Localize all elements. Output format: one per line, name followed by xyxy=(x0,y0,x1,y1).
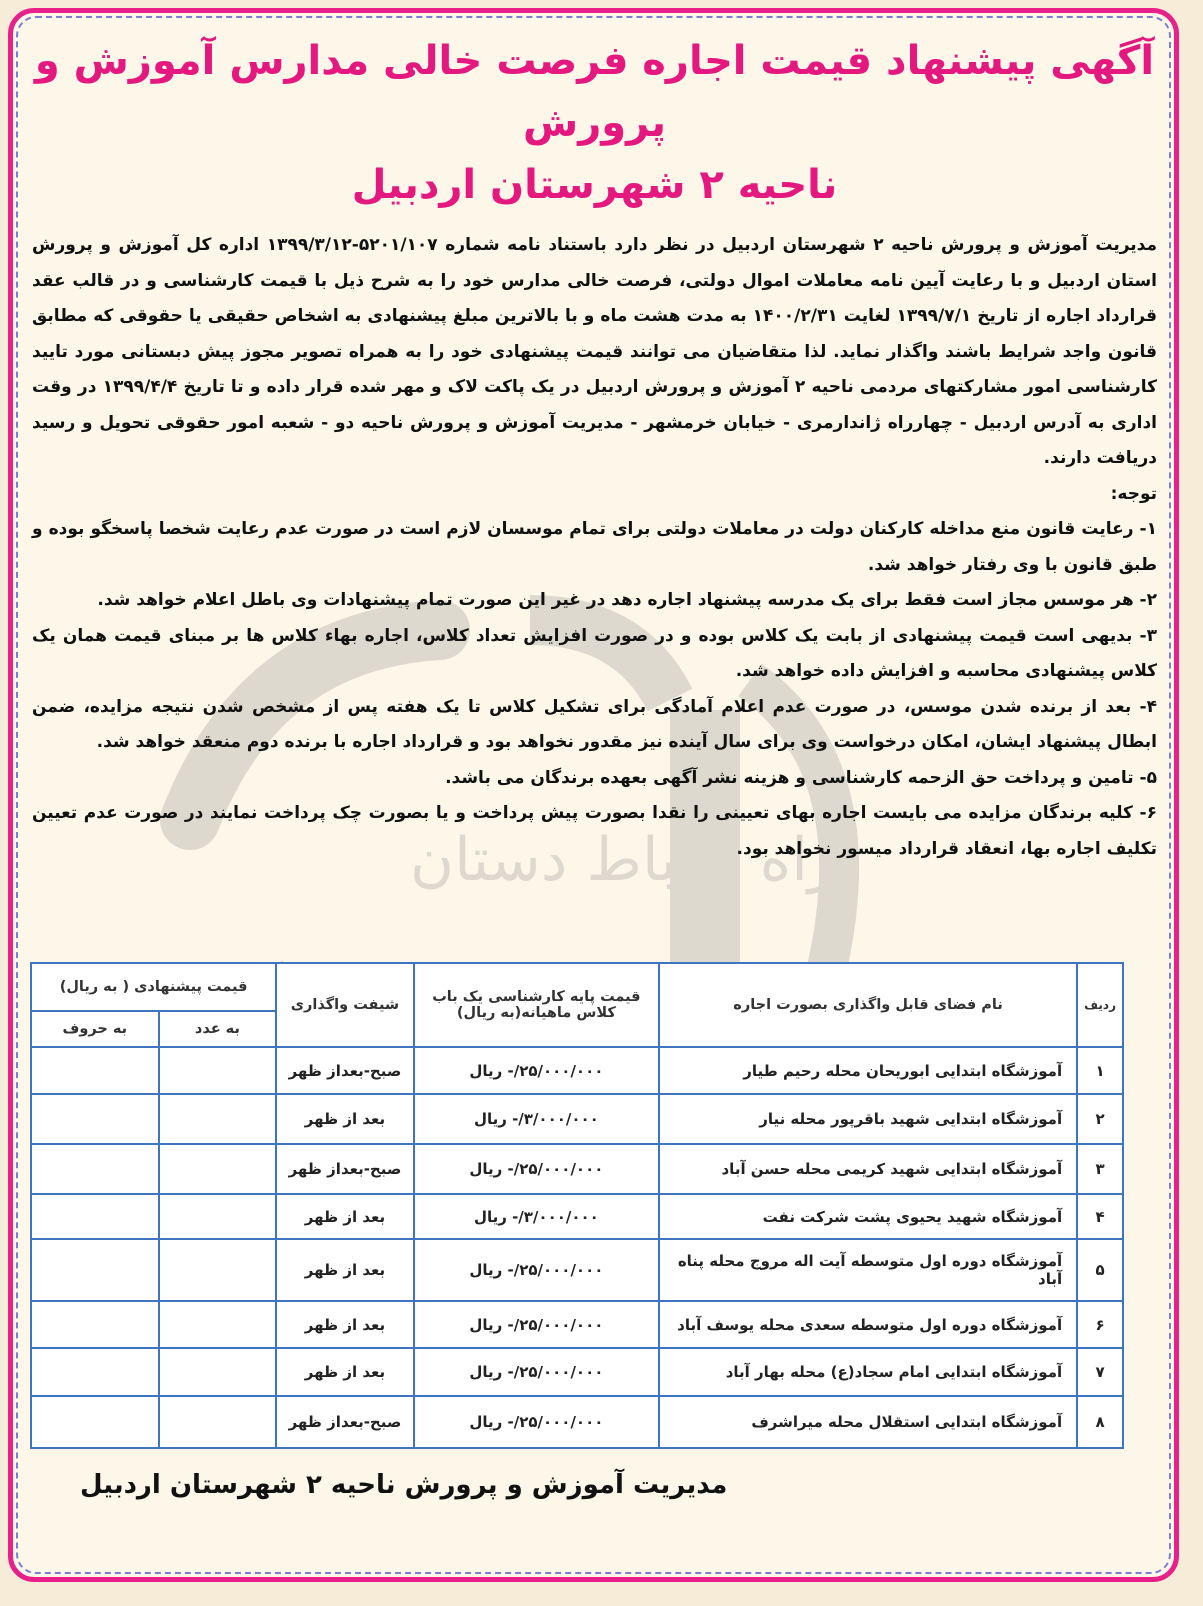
row-number: ۴ xyxy=(1077,1194,1123,1239)
space-name: آموزشگاه ابتدایی شهید باقرپور محله نیار xyxy=(659,1094,1077,1144)
base-price: ۲۵/۰۰۰/۰۰۰/- ریال xyxy=(414,1301,659,1348)
offer-words-cell[interactable] xyxy=(31,1396,159,1448)
table-row xyxy=(31,1094,1123,1144)
base-price: ۲۵/۰۰۰/۰۰۰/- ریال xyxy=(414,1047,659,1094)
offer-words-cell[interactable] xyxy=(31,1348,159,1396)
table-row xyxy=(31,1301,1123,1348)
row-number: ۵ xyxy=(1077,1239,1123,1301)
note-item: ۳- بدیهی است قیمت پیشنهادی از بابت یک کلاس بوده و در صورت افزایش تعداد کلاس، اجاره بهاء کلاس ها بر مبنای قیمت همان یک کلاس پیشنهادی محاسبه و افزایش داده خواهد شد. xyxy=(32,625,1157,681)
table-row xyxy=(31,1144,1123,1194)
note-item: ۲- هر موسس مجاز است فقط برای یک مدرسه پیشنهاد اجاره دهد در غیر این صورت تمام پیشنهادات وی باطل اعلام خواهد شد. xyxy=(97,590,1157,610)
offer-words-cell[interactable] xyxy=(31,1301,159,1348)
ad-body xyxy=(32,228,1157,867)
schools-table xyxy=(30,962,1124,1449)
shift: صبح-بعداز ظهر xyxy=(276,1144,414,1194)
title-line-1: آگهی پیشنهاد قیمت اجاره فرصت خالی مدارس آموزش و پرورش xyxy=(34,38,1155,146)
row-number: ۷ xyxy=(1077,1348,1123,1396)
row-number: ۱ xyxy=(1077,1047,1123,1094)
shift: بعد از ظهر xyxy=(276,1301,414,1348)
shift: صبح-بعداز ظهر xyxy=(276,1047,414,1094)
table-row xyxy=(31,1348,1123,1396)
space-name: آموزشگاه ابتدایی استقلال محله میراشرف xyxy=(659,1396,1077,1448)
base-price: ۲۵/۰۰۰/۰۰۰/- ریال xyxy=(414,1239,659,1301)
notes-title: توجه: xyxy=(1110,483,1157,504)
offer-number-cell[interactable] xyxy=(159,1239,277,1301)
intro-paragraph: مدیریت آموزش و پرورش ناحیه ۲ شهرستان اردبیل در نظر دارد باستناد نامه شماره ۵۲۰۱/۱۰۷-۱۳۹۹/۳/۱۲ اداره کل آموزش و پرورش استان اردبیل و با رعایت آیین نامه معاملات اموال دولتی، فرصت خالی مدارس خود را به شرح ذیل با قیمت کارشناسی و در قالب عقد قرارداد اجاره از تاریخ ۱۳۹۹/۷/۱ لغایت ۱۴۰۰/۲/۳۱ به مدت هشت ماه و با بالاترین مبلغ پیشنهادی به اشخاص حقیقی یا حقوقی که مطابق قانون واجد شرایط باشند واگذار نماید. لذا متقاضیان می توانند قیمت پیشنهادی خود را به همراه تصویر مجوز پیش دبستانی مورد تایید کارشناسی امور مشارکتهای مردمی ناحیه ۲ آموزش و پرورش اردبیل در یک پاکت لاک و مهر شده قرار داده و تا تاریخ ۱۳۹۹/۴/۴ در وقت اداری به آدرس اردبیل - چهارراه ژاندارمری - خیابان خرمشهر - مدیریت آموزش و پرورش ناحیه دو - شعبه امور حقوقی تحویل و رسید دریافت دارند. xyxy=(32,235,1158,468)
offer-words-cell[interactable] xyxy=(31,1194,159,1239)
note-item: ۱- رعایت قانون منع مداخله کارکنان دولت در معاملات دولتی برای تمام موسسان لازم است در صورت عدم رعایت شخصا پاسخگو بوده و طبق قانون با وی رفتار خواهد شد. xyxy=(32,519,1157,575)
row-number: ۶ xyxy=(1077,1301,1123,1348)
offer-words-cell[interactable] xyxy=(31,1094,159,1144)
base-price: ۲۵/۰۰۰/۰۰۰/- ریال xyxy=(414,1396,659,1448)
table-row xyxy=(31,1047,1123,1094)
header-shift: شیفت واگذاری xyxy=(276,963,414,1047)
base-price: ۲۵/۰۰۰/۰۰۰/- ریال xyxy=(414,1348,659,1396)
offer-number-cell[interactable] xyxy=(159,1348,277,1396)
row-number: ۳ xyxy=(1077,1144,1123,1194)
space-name: آموزشگاه دوره اول متوسطه آیت اله مروج محله پناه آباد xyxy=(659,1239,1077,1301)
base-price: ۳/۰۰۰/۰۰۰/- ریال xyxy=(414,1094,659,1144)
space-name: آموزشگاه ابتدایی امام سجاد(ع) محله بهار آباد xyxy=(659,1348,1077,1396)
ad-title xyxy=(32,30,1157,216)
header-offer-number: به عدد xyxy=(159,1011,277,1047)
shift: بعد از ظهر xyxy=(276,1194,414,1239)
note-item: ۴- بعد از برنده شدن موسس، در صورت عدم اعلام آمادگی برای تشکیل کلاس تا یک هفته پس از مشخص شدن نتیجه مزایده، ضمن ابطال پیشنهاد ایشان، امکان درخواست وی برای سال آینده نیز مقدور نخواهد بود و قرارداد اجاره با برنده دوم منعقد خواهد شد. xyxy=(32,696,1157,752)
shift: بعد از ظهر xyxy=(276,1094,414,1144)
offer-words-cell[interactable] xyxy=(31,1239,159,1301)
header-offer-words: به حروف xyxy=(31,1011,159,1047)
offer-number-cell[interactable] xyxy=(159,1194,277,1239)
row-number: ۲ xyxy=(1077,1094,1123,1144)
footer-signature: مدیریت آموزش و پرورش ناحیه ۲ شهرستان اردبیل xyxy=(80,1470,728,1500)
header-space-name: نام فضای قابل واگذاری بصورت اجاره xyxy=(659,963,1077,1047)
offer-number-cell[interactable] xyxy=(159,1047,277,1094)
base-price: ۲۵/۰۰۰/۰۰۰/- ریال xyxy=(414,1144,659,1194)
space-name: آموزشگاه ابتدایی ابوریحان محله رحیم طیار xyxy=(659,1047,1077,1094)
title-line-2: ناحیه ۲ شهرستان اردبیل xyxy=(351,162,838,208)
table-row xyxy=(31,1239,1123,1301)
offer-words-cell[interactable] xyxy=(31,1047,159,1094)
notes-list xyxy=(32,512,1157,867)
note-item: ۵- تامین و پرداخت حق الزحمه کارشناسی و هزینه نشر آگهی بعهده برندگان می باشد. xyxy=(445,767,1157,788)
row-number: ۸ xyxy=(1077,1396,1123,1448)
shift: صبح-بعداز ظهر xyxy=(276,1396,414,1448)
space-name: آموزشگاه شهید یحیوی پشت شرکت نفت xyxy=(659,1194,1077,1239)
shift: بعد از ظهر xyxy=(276,1348,414,1396)
offer-number-cell[interactable] xyxy=(159,1396,277,1448)
ad-content xyxy=(32,30,1157,867)
offer-number-cell[interactable] xyxy=(159,1094,277,1144)
space-name: آموزشگاه دوره اول متوسطه سعدی محله یوسف آباد xyxy=(659,1301,1077,1348)
table-row xyxy=(31,1396,1123,1448)
offer-words-cell[interactable] xyxy=(31,1144,159,1194)
shift: بعد از ظهر xyxy=(276,1239,414,1301)
space-name: آموزشگاه ابتدایی شهید کریمی محله حسن آباد xyxy=(659,1144,1077,1194)
header-row-number: ردیف xyxy=(1077,963,1123,1047)
offer-number-cell[interactable] xyxy=(159,1144,277,1194)
header-base-price: قیمت پایه کارشناسی یک باب کلاس ماهیانه(به ریال) xyxy=(414,963,659,1047)
table-row xyxy=(31,1194,1123,1239)
offer-number-cell[interactable] xyxy=(159,1301,277,1348)
base-price: ۳/۰۰۰/۰۰۰/- ریال xyxy=(414,1194,659,1239)
note-item: ۶- کلیه برندگان مزایده می بایست اجاره بهای تعیینی را نقدا بصورت پیش پرداخت و یا بصورت چک پرداخت نمایند در صورت عدم تعیین تکلیف اجاره بها، انعقاد قرارداد میسور نخواهد بود. xyxy=(32,803,1157,859)
header-offer-price: قیمت پیشنهادی ( به ریال) xyxy=(31,963,276,1011)
